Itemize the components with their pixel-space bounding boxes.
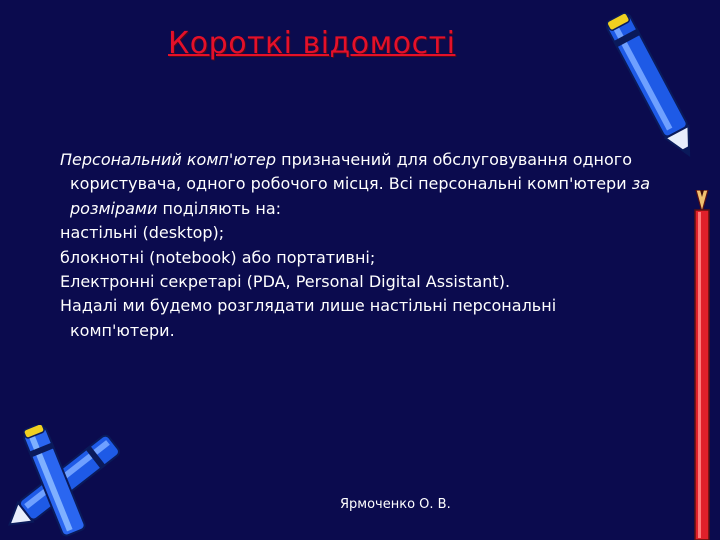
emphasis-size: за розмірами xyxy=(70,174,650,218)
slide-body xyxy=(60,148,660,343)
pc-definition-text-end: поділяють на: xyxy=(157,198,282,218)
paragraph-pda: Електронні секретарі (PDA, Personal Digital Assistant). xyxy=(60,272,511,292)
paragraph-desktop: настільні (desktop); xyxy=(60,223,225,243)
pen-icon-top-right xyxy=(598,2,708,177)
pencil-icon-right xyxy=(688,190,718,540)
paragraph-notebook: блокнотні (notebook) або портативні; xyxy=(60,247,376,267)
emphasis-pc: Персональний комп'ютер xyxy=(60,150,277,169)
paragraph-conclusion: Надалі ми будемо розглядати лише настільні персональні комп'ютери. xyxy=(60,296,557,340)
slide-title: Короткі відомості xyxy=(168,26,456,61)
crossed-pens-icon xyxy=(0,425,120,540)
paragraph-pc-definition xyxy=(60,148,660,221)
pc-definition-text: призначений для обслуговування одного користувача, одного робочого місця. Всі персональні комп'ютери xyxy=(70,150,632,194)
author-credit: Ярмоченко О. В. xyxy=(340,497,451,512)
